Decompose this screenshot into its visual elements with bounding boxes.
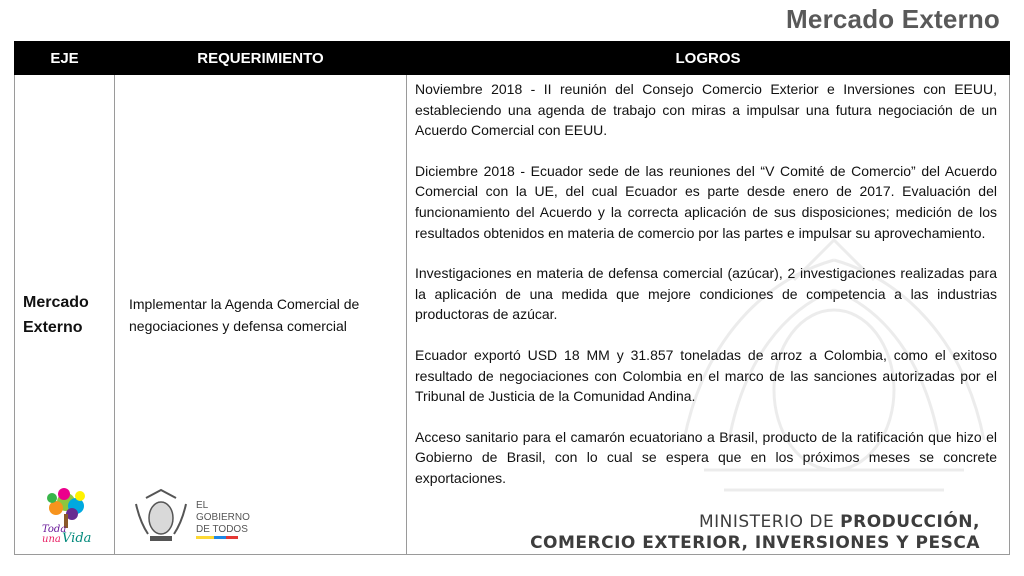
ministerio-prefix: MINISTERIO DE [698, 512, 835, 532]
table-header-row [15, 42, 1010, 75]
eje-cell: Mercado Externo [15, 75, 115, 555]
svg-text:GOBIERNO: GOBIERNO [196, 512, 250, 523]
government-logos [36, 484, 286, 554]
ministerio-brand [530, 512, 980, 554]
svg-text:una: una [42, 534, 61, 545]
logro-item: Ecuador exportó USD 18 MM y 31.857 toneladas de arroz a Colombia, como el exitoso resultado de negociaciones con Colombia en el marco de las sanciones autorizadas por el Tribunal de Justicia de la Comunidad Andina. [415, 346, 997, 405]
svg-text:EL: EL [196, 500, 209, 511]
svg-text:Vida: Vida [62, 531, 92, 546]
header-logros: LOGROS [407, 42, 1010, 75]
logro-item: Diciembre 2018 - Ecuador sede de las reuniones del “V Comité de Comercio” del Acuerdo Comercial con la UE, del cual Ecuador es parte desde enero de 2017. Evaluación del funcionamiento del Acuerdo y la correcta aplicación de sus disposiciones; medición de los resultados obtenidos en materia de comercio por las partes e impulsar su aprovechamiento. [415, 162, 997, 241]
header-requerimiento: REQUERIMIENTO [115, 42, 407, 75]
gobierno-de-todos-logo [136, 490, 250, 541]
logro-item: Acceso sanitario para el camarón ecuatoriano a Brasil, producto de la ratificación que hizo el Gobierno de Brasil, con lo cual se espera que en los próximos meses se concrete exportaciones. [415, 428, 997, 486]
ministerio-line2: COMERCIO EXTERIOR, INVERSIONES Y PESCA [530, 533, 980, 553]
table-row [15, 75, 1010, 555]
header-eje: EJE [15, 42, 115, 75]
ministerio-line1 [530, 512, 980, 532]
svg-text:Toda: Toda [42, 524, 67, 535]
logros-cell [407, 75, 1010, 555]
toda-una-vida-logo [42, 488, 91, 546]
logro-item: Noviembre 2018 - II reunión del Consejo Comercio Exterior e Inversiones con EEUU, estableciendo una agenda de trabajo con miras a impulsar una futura negociación de un Acuerdo Comercial con EEUU. [415, 81, 997, 139]
svg-text:DE TODOS: DE TODOS [196, 524, 248, 535]
slide-title: Mercado Externo [786, 4, 1000, 34]
requirements-table [14, 41, 1010, 555]
ministerio-bold: PRODUCCIÓN, [840, 512, 980, 532]
logro-item: Investigaciones en materia de defensa comercial (azúcar), 2 investigaciones realizadas para la aplicación de una medida que mejore condiciones de competencia a las industrias productoras de azúcar. [415, 265, 997, 323]
requerimiento-cell: Implementar la Agenda Comercial de negociaciones y defensa comercial [115, 75, 407, 555]
